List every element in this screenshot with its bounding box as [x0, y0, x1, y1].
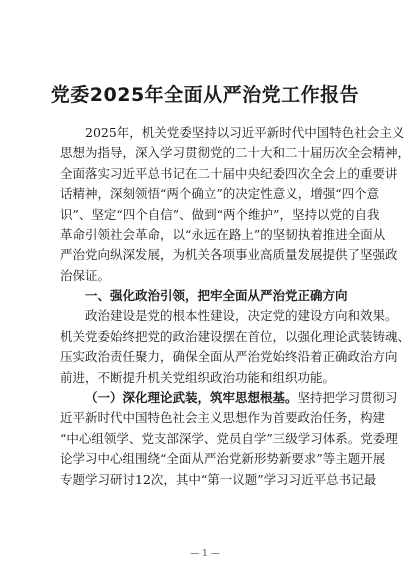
intro-paragraph	[60, 123, 410, 286]
text-line: 全面落实习近平总书记在二十届中央纪委四次全会上的重要讲	[60, 165, 398, 181]
subsection-1	[60, 388, 398, 490]
subsection-first-line	[60, 388, 398, 408]
section-heading: 一、强化政治引领，把牢全面从严治党正确方向	[85, 288, 348, 303]
text-line: 前进，不断提升机关党组织政治功能和组织功能。	[60, 369, 336, 385]
text-line: 专题学习研讨12次，其中“第一议题”学习习近平总书记最	[60, 471, 377, 487]
text-line: 近平新时代中国特色社会主义思想作为首要政治任务，构建	[60, 410, 386, 426]
text-line: 革命引领社会革命，以“永远在路上”的坚韧执着推进全面从	[60, 226, 386, 242]
text-line: 严治党向纵深发展，为机关各项事业高质量发展提供了坚强政	[60, 247, 398, 263]
text-fragment: 坚持把学习贯彻习	[297, 390, 398, 405]
document-title: 党委2025年全面从严治党工作报告	[50, 84, 360, 106]
text-line: 思想为指导，深入学习贯彻党的二十大和二十届历次全会精神，	[60, 145, 410, 161]
section-1	[60, 286, 410, 388]
text-line: 压实政治责任聚力，确保全面从严治党始终沿着正确政治方向	[60, 349, 398, 365]
text-line: 机关党委始终把党的政治建设摆在首位，以强化理论武装铸魂、	[60, 328, 410, 344]
text-line: 2025年，机关党委坚持以习近平新时代中国特色社会主义	[85, 125, 405, 140]
text-line: 识”、坚定“四个自信”、做到“两个维护”，坚持以党的自我	[60, 206, 380, 222]
text-line: 论学习中心组围绕“全面从严治党新形势新要求”等主题开展	[60, 451, 386, 467]
page-number: — 1 —	[190, 549, 220, 559]
text-line: 治保证。	[60, 267, 111, 283]
subsection-heading: （一）深化理论武装，筑牢思想根基。	[85, 390, 298, 405]
text-line: 话精神，深刻领悟“两个确立”的决定性意义，增强“四个意	[60, 186, 380, 202]
text-line: 政治建设是党的根本性建设，决定党的建设方向和效果。	[85, 308, 398, 324]
text-line: “中心组领学、党支部深学、党员自学”三级学习体系。党委理	[60, 430, 398, 446]
